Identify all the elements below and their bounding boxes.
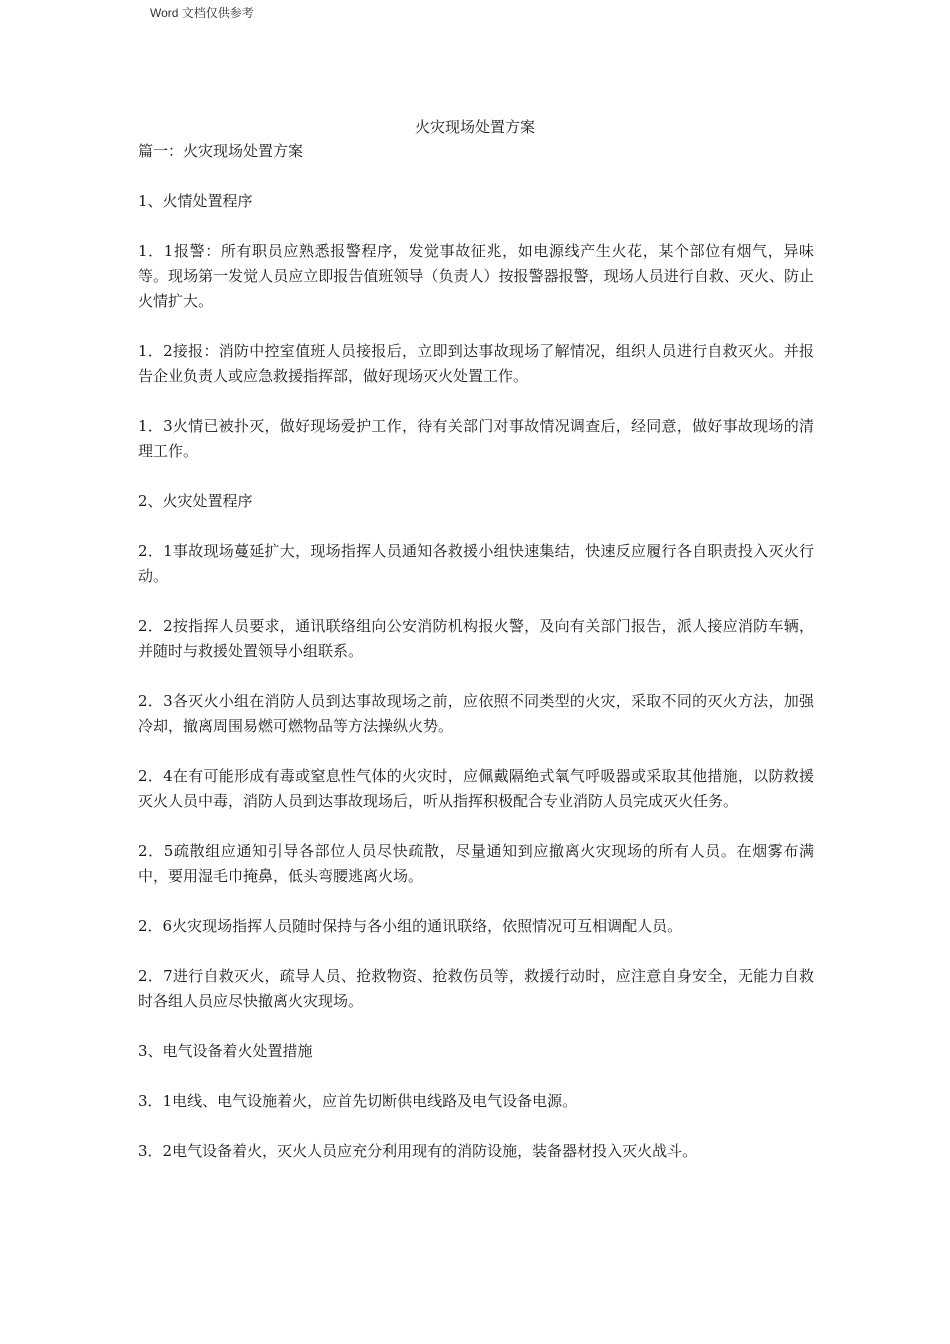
section-item: 1．3火情已被扑灭，做好现场爱护工作，待有关部门对事故情况调查后，经同意，做好事故现场的清理工作。 — [138, 417, 814, 460]
section-item: 1．2接报：消防中控室值班人员接报后，立即到达事故现场了解情况，组织人员进行自救灭火。并报告企业负责人或应急救援指挥部，做好现场灭火处置工作。 — [138, 342, 814, 385]
section-item: 3．1电线、电气设施着火，应首先切断供电线路及电气设备电源。 — [138, 1092, 578, 1110]
section-3 — [138, 1039, 814, 1164]
section-item: 3．2电气设备着火，灭火人员应充分利用现有的消防设施，装备器材投入灭火战斗。 — [138, 1142, 698, 1160]
section-item: 2．4在有可能形成有毒或窒息性气体的火灾时，应佩戴隔绝式氧气呼吸器或采取其他措施，以防救援灭火人员中毒，消防人员到达事故现场后，听从指挥积极配合专业消防人员完成灭火任务。 — [138, 767, 814, 810]
header-note: Word 文档仅供参考 — [150, 6, 254, 20]
section-item: 2．3各灭火小组在消防人员到达事故现场之前，应依照不同类型的火灾，采取不同的灭火方法，加强冷却，撤离周围易燃可燃物品等方法操纵火势。 — [138, 692, 814, 735]
section-heading: 2、火灾处置程序 — [138, 492, 253, 510]
document-title: 火灾现场处置方案 — [414, 118, 535, 136]
section-item: 1．1报警：所有职员应熟悉报警程序，发觉事故征兆，如电源线产生火花，某个部位有烟气，异味等。现场第一发觉人员应立即报告值班领导（负责人）按报警器报警，现场人员进行自救、灭火、防止火情扩大。 — [138, 242, 814, 310]
document-body — [138, 139, 814, 1189]
document-subtitle: 篇一：火灾现场处置方案 — [138, 142, 304, 160]
section-heading: 1、火情处置程序 — [138, 192, 253, 210]
section-2 — [138, 489, 814, 1014]
section-item: 2．2按指挥人员要求，通讯联络组向公安消防机构报火警，及向有关部门报告，派人接应消防车辆，并随时与救援处置领导小组联系。 — [138, 617, 814, 660]
section-item: 2．6火灾现场指挥人员随时保持与各小组的通讯联络，依照情况可互相调配人员。 — [138, 917, 683, 935]
section-item: 2．5疏散组应通知引导各部位人员尽快疏散，尽量通知到应撤离火灾现场的所有人员。在烟雾布满中，要用湿毛巾掩鼻，低头弯腰逃离火场。 — [138, 842, 814, 885]
section-1 — [138, 189, 814, 464]
section-item: 2．1事故现场蔓延扩大，现场指挥人员通知各救援小组快速集结，快速反应履行各自职责投入灭火行动。 — [138, 542, 814, 585]
section-heading: 3、电气设备着火处置措施 — [138, 1042, 313, 1060]
section-item: 2．7进行自救灭火，疏导人员、抢救物资、抢救伤员等，救援行动时，应注意自身安全，无能力自救时各组人员应尽快撤离火灾现场。 — [138, 967, 814, 1010]
